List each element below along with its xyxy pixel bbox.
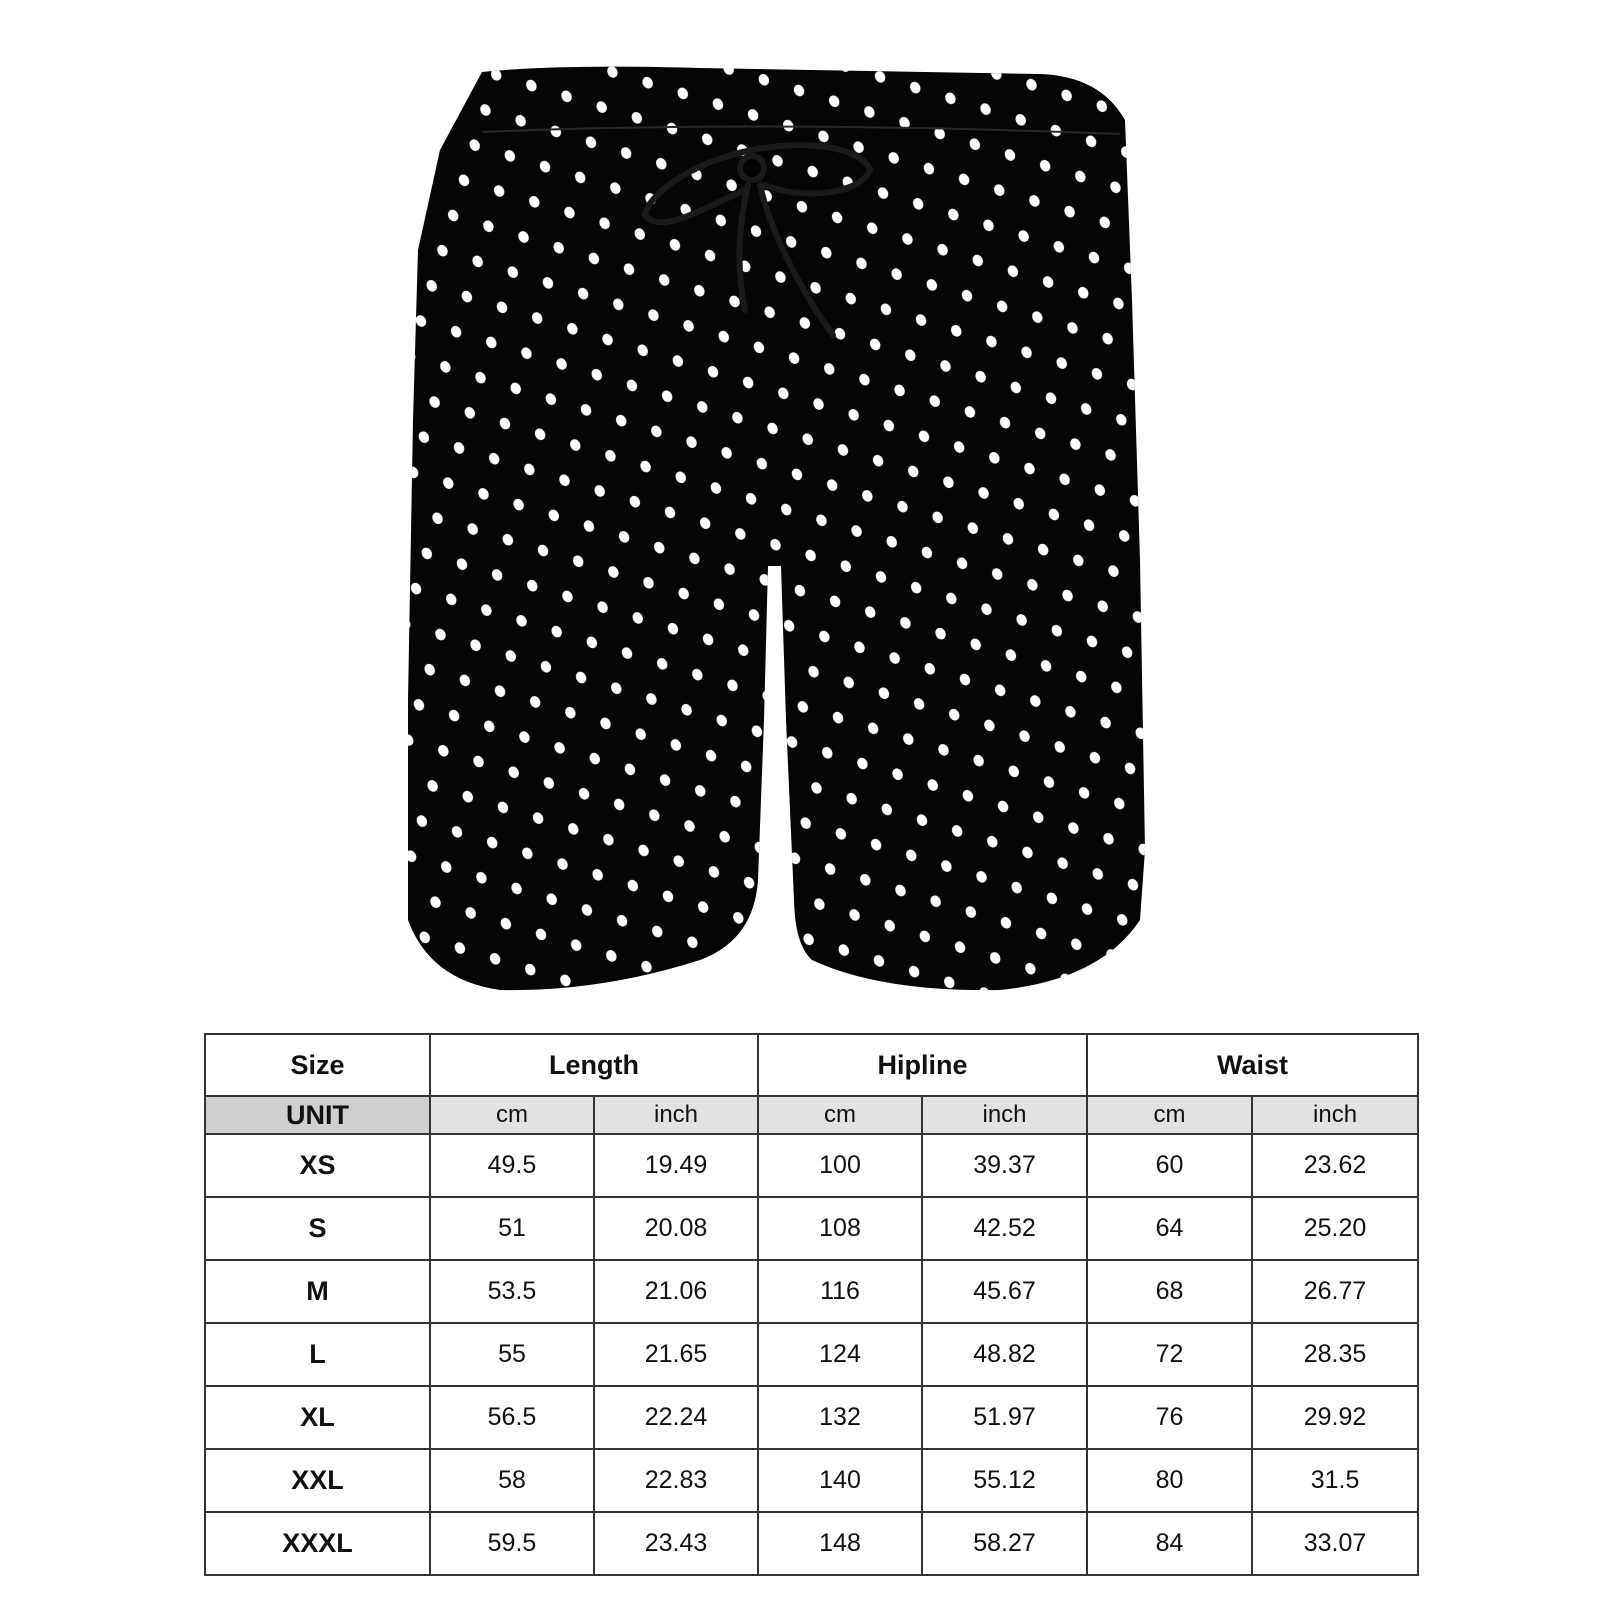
measurement-cell: 84 bbox=[1087, 1512, 1252, 1575]
measurement-cell: 55.12 bbox=[922, 1449, 1087, 1512]
measurement-cell: 56.5 bbox=[430, 1386, 594, 1449]
unit-inch: inch bbox=[594, 1096, 758, 1134]
measurement-cell: 124 bbox=[758, 1323, 922, 1386]
size-cell: XS bbox=[205, 1134, 430, 1197]
measurement-cell: 28.35 bbox=[1252, 1323, 1418, 1386]
measurement-cell: 45.67 bbox=[922, 1260, 1087, 1323]
measurement-cell: 108 bbox=[758, 1197, 922, 1260]
table-row bbox=[205, 1197, 1418, 1260]
measurement-cell: 80 bbox=[1087, 1449, 1252, 1512]
size-cell: XXXL bbox=[205, 1512, 430, 1575]
measurement-cell: 100 bbox=[758, 1134, 922, 1197]
measurement-cell: 26.77 bbox=[1252, 1260, 1418, 1323]
table-row bbox=[205, 1512, 1418, 1575]
measurement-cell: 42.52 bbox=[922, 1197, 1087, 1260]
measurement-cell: 22.83 bbox=[594, 1449, 758, 1512]
measurement-cell: 53.5 bbox=[430, 1260, 594, 1323]
size-cell: S bbox=[205, 1197, 430, 1260]
size-chart-table bbox=[204, 1033, 1419, 1576]
measurement-cell: 19.49 bbox=[594, 1134, 758, 1197]
table-row bbox=[205, 1134, 1418, 1197]
measurement-cell: 22.24 bbox=[594, 1386, 758, 1449]
measurement-cell: 33.07 bbox=[1252, 1512, 1418, 1575]
measurement-cell: 76 bbox=[1087, 1386, 1252, 1449]
measurement-cell: 64 bbox=[1087, 1197, 1252, 1260]
measurement-cell: 48.82 bbox=[922, 1323, 1087, 1386]
unit-inch: inch bbox=[1252, 1096, 1418, 1134]
unit-row bbox=[205, 1096, 1418, 1134]
measurement-cell: 148 bbox=[758, 1512, 922, 1575]
size-cell: XL bbox=[205, 1386, 430, 1449]
size-cell: XXL bbox=[205, 1449, 430, 1512]
measurement-cell: 58.27 bbox=[922, 1512, 1087, 1575]
unit-cm: cm bbox=[1087, 1096, 1252, 1134]
size-cell: L bbox=[205, 1323, 430, 1386]
table-row bbox=[205, 1323, 1418, 1386]
measurement-cell: 39.37 bbox=[922, 1134, 1087, 1197]
measurement-cell: 23.62 bbox=[1252, 1134, 1418, 1197]
measurement-cell: 59.5 bbox=[430, 1512, 594, 1575]
table-row bbox=[205, 1449, 1418, 1512]
header-hipline: Hipline bbox=[758, 1034, 1087, 1096]
measurement-cell: 132 bbox=[758, 1386, 922, 1449]
table-row bbox=[205, 1260, 1418, 1323]
header-size: Size bbox=[205, 1034, 430, 1096]
unit-cm: cm bbox=[758, 1096, 922, 1134]
measurement-cell: 72 bbox=[1087, 1323, 1252, 1386]
table-row bbox=[205, 1386, 1418, 1449]
header-length: Length bbox=[430, 1034, 758, 1096]
measurement-cell: 55 bbox=[430, 1323, 594, 1386]
measurement-cell: 25.20 bbox=[1252, 1197, 1418, 1260]
header-row bbox=[205, 1034, 1418, 1096]
measurement-cell: 29.92 bbox=[1252, 1386, 1418, 1449]
measurement-cell: 116 bbox=[758, 1260, 922, 1323]
measurement-cell: 58 bbox=[430, 1449, 594, 1512]
unit-cm: cm bbox=[430, 1096, 594, 1134]
measurement-cell: 49.5 bbox=[430, 1134, 594, 1197]
measurement-cell: 51.97 bbox=[922, 1386, 1087, 1449]
measurement-cell: 60 bbox=[1087, 1134, 1252, 1197]
measurement-cell: 140 bbox=[758, 1449, 922, 1512]
measurement-cell: 23.43 bbox=[594, 1512, 758, 1575]
unit-inch: inch bbox=[922, 1096, 1087, 1134]
size-cell: M bbox=[205, 1260, 430, 1323]
measurement-cell: 21.65 bbox=[594, 1323, 758, 1386]
header-waist: Waist bbox=[1087, 1034, 1418, 1096]
polka-dot-pattern bbox=[380, 50, 1170, 1010]
unit-label: UNIT bbox=[205, 1096, 430, 1134]
measurement-cell: 21.06 bbox=[594, 1260, 758, 1323]
measurement-cell: 20.08 bbox=[594, 1197, 758, 1260]
measurement-cell: 68 bbox=[1087, 1260, 1252, 1323]
measurement-cell: 31.5 bbox=[1252, 1449, 1418, 1512]
measurement-cell: 51 bbox=[430, 1197, 594, 1260]
